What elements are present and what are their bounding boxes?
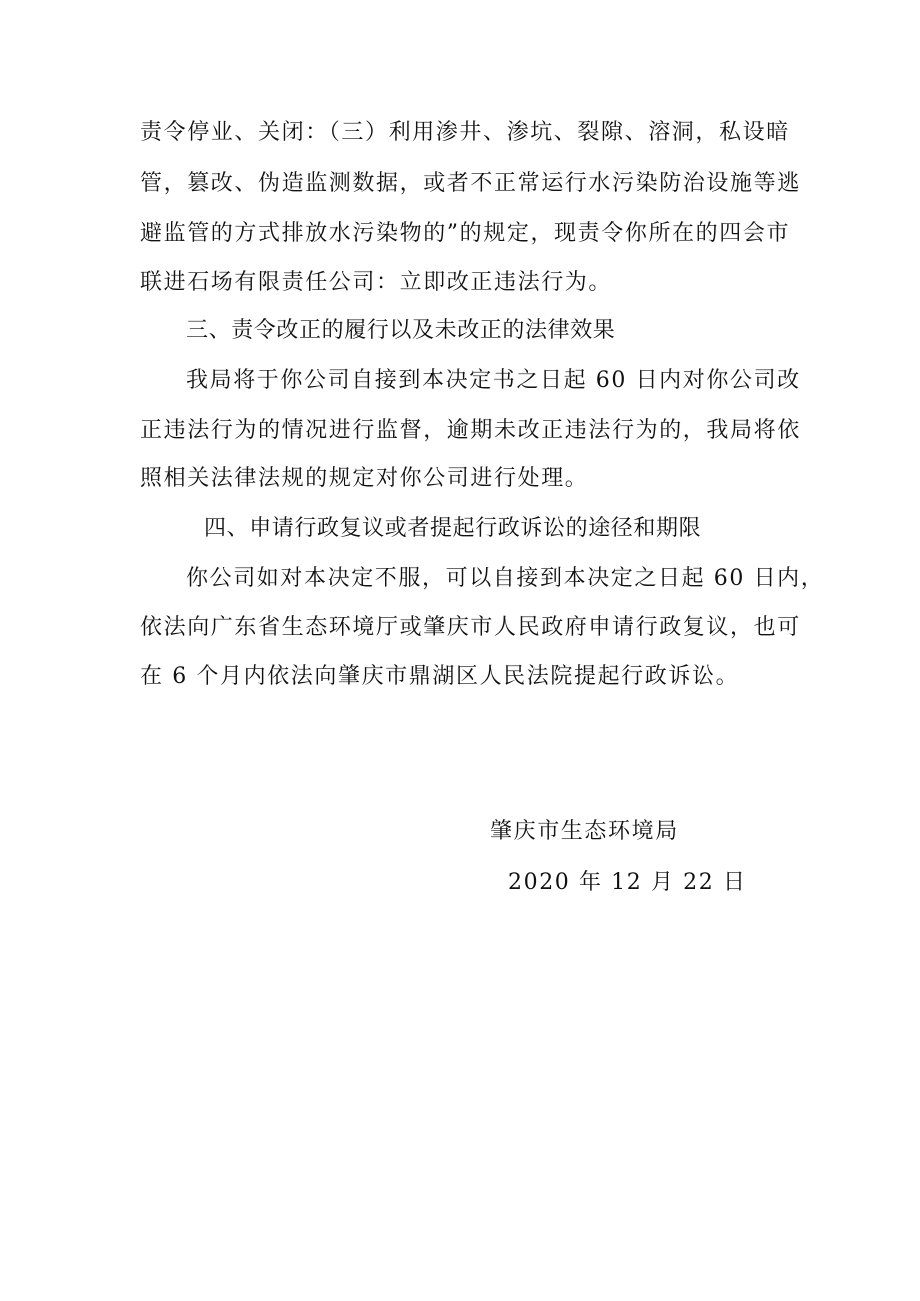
issuer-name: 肇庆市生态环境局 xyxy=(490,819,679,844)
issue-date: 2020 年 12 月 22 日 xyxy=(508,870,747,895)
paragraph-line: 我局将于你公司自接到本决定书之日起 60 日内对你公司改 xyxy=(186,368,801,393)
paragraph-line: 依法向广东省生态环境厅或肇庆市人民政府申请行政复议，也可 xyxy=(140,615,801,640)
paragraph-line: 管，篡改、伪造监测数据，或者不正常运行水污染防治设施等逃 xyxy=(140,171,801,196)
paragraph-line: 责令停业、关闭：（三）利用渗井、渗坑、裂隙、溶洞，私设暗 xyxy=(140,120,790,145)
paragraph-line: 在 6 个月内依法向肇庆市鼎湖区人民法院提起行政诉讼。 xyxy=(140,664,740,689)
section-heading-4: 四、申请行政复议或者提起行政诉讼的途径和期限 xyxy=(204,516,702,541)
paragraph-line: 你公司如对本决定不服，可以自接到本决定之日起 60 日内， xyxy=(186,566,825,591)
paragraph-line: 联进石场有限责任公司：立即改正违法行为。 xyxy=(140,270,613,295)
paragraph-line: 照相关法律法规的规定对你公司进行处理。 xyxy=(140,466,589,491)
section-heading-3: 三、责令改正的履行以及未改正的法律效果 xyxy=(186,318,616,343)
paragraph-line: 正违法行为的情况进行监督，逾期未改正违法行为的，我局将依 xyxy=(140,418,801,443)
paragraph-line: 避监管的方式排放水污染物的”的规定，现责令你所在的四会市 xyxy=(140,221,791,246)
